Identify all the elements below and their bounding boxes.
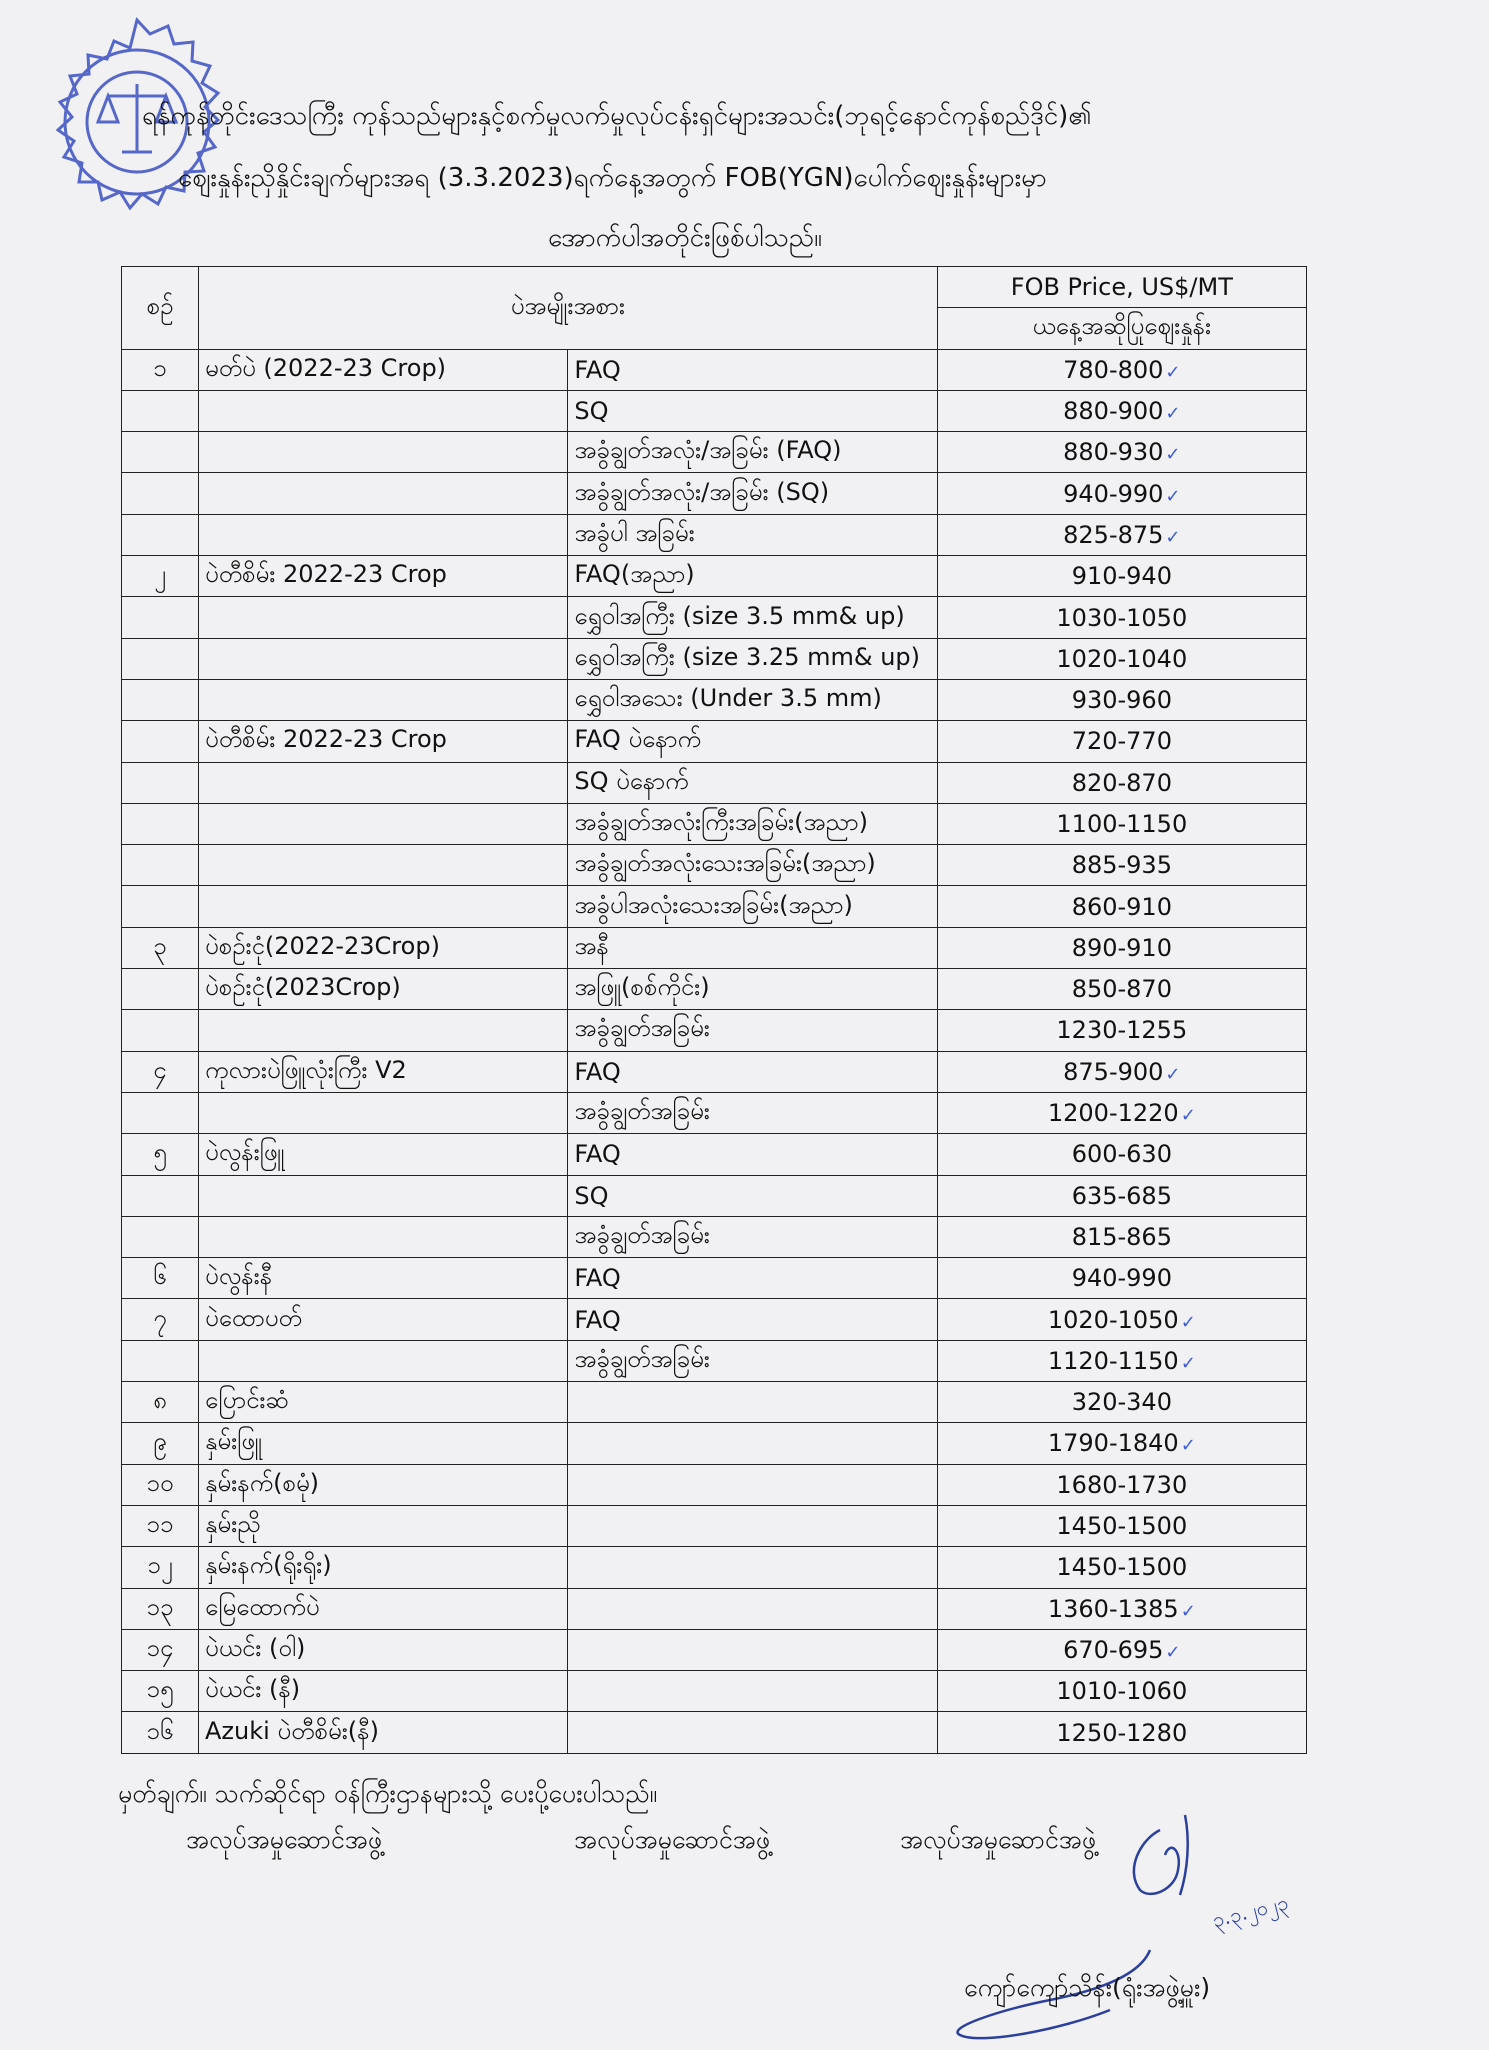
- bean-type: [199, 1505, 568, 1546]
- price-range-text: 880-900: [1063, 397, 1164, 426]
- table-row: [122, 1547, 1307, 1588]
- bean-type-text: နှမ်းညို: [205, 1510, 261, 1539]
- bean-type-text: ပဲစဉ်းငုံ(2022-23Crop): [205, 931, 440, 960]
- check-mark-icon: ✓: [1180, 1352, 1196, 1374]
- check-mark-icon: ✓: [1180, 1105, 1196, 1127]
- bean-type: [199, 803, 568, 844]
- fob-price-table: [121, 266, 1307, 1754]
- row-number-text: ၇: [153, 1303, 167, 1332]
- price-range: [937, 514, 1306, 555]
- bean-type: [199, 1382, 568, 1423]
- row-number: [122, 721, 199, 762]
- bean-type: [199, 432, 568, 473]
- header-fob-price: FOB Price, US$/MT: [937, 267, 1306, 308]
- price-range: [937, 1382, 1306, 1423]
- row-number: [122, 514, 199, 555]
- header-bean-type: ပဲအမျိုးအစား: [199, 267, 938, 350]
- bean-type-text: မြေထောက်ပဲ: [205, 1592, 320, 1621]
- price-range-text: 1680-1730: [1056, 1470, 1188, 1499]
- row-number: [122, 390, 199, 431]
- bean-type-text: နှမ်းဖြူ: [205, 1427, 262, 1456]
- bean-type-text: ပဲတီစိမ်း 2022-23 Crop: [205, 725, 447, 754]
- grade: [568, 1340, 937, 1381]
- price-range-text: 820-870: [1071, 768, 1172, 797]
- bean-type: [199, 721, 568, 762]
- table-row: [122, 390, 1307, 431]
- committee-label-2: အလုပ်အမှုဆောင်အဖွဲ့: [574, 1825, 771, 1854]
- grade-text: အခွံချွတ်အလုံးကြီးအခြမ်း(အညာ): [574, 808, 868, 836]
- grade: [568, 473, 937, 514]
- table-row: [122, 1092, 1307, 1133]
- check-mark-icon: ✓: [1165, 1063, 1181, 1085]
- check-mark-icon: ✓: [1165, 444, 1181, 466]
- table-row: [122, 886, 1307, 927]
- price-range: [937, 1547, 1306, 1588]
- grade-text: SQ: [574, 1181, 609, 1210]
- price-range: [937, 1671, 1306, 1712]
- grade: [568, 638, 937, 679]
- row-number: [122, 1712, 199, 1753]
- table-row: [122, 927, 1307, 968]
- table-row: [122, 1423, 1307, 1464]
- row-number: [122, 1216, 199, 1257]
- table-row: [122, 432, 1307, 473]
- row-number-text: ၂: [154, 560, 166, 589]
- bean-type: [199, 1258, 568, 1299]
- price-range-text: 720-770: [1071, 727, 1172, 756]
- check-mark-icon: ✓: [1165, 485, 1181, 507]
- price-range: [937, 1423, 1306, 1464]
- table-row: [122, 1051, 1307, 1092]
- price-range-text: 940-990: [1063, 479, 1164, 508]
- header-proposed-price: ယနေ့အဆိုပြုဈေးနှုန်း: [937, 308, 1306, 349]
- check-mark-icon: ✓: [1180, 1600, 1196, 1622]
- header-no: စဉ်: [122, 267, 199, 350]
- row-number: [122, 432, 199, 473]
- bean-type-text: ပဲယင်း (နီ): [205, 1675, 301, 1704]
- table-row: [122, 679, 1307, 720]
- grade: [568, 721, 937, 762]
- check-mark-icon: ✓: [1180, 1435, 1196, 1457]
- bean-type-text: ပဲထောပတ်: [205, 1303, 302, 1332]
- signature-date: ၃.၃.၂၀၂၃: [1209, 1890, 1291, 1933]
- price-range: [937, 927, 1306, 968]
- grade: [568, 679, 937, 720]
- grade-text: SQ: [574, 397, 609, 426]
- grade-text: အခွံချွတ်အခြမ်း: [574, 1344, 710, 1373]
- row-number-text: ၁၃: [146, 1592, 174, 1621]
- price-range-text: 1230-1255: [1056, 1016, 1188, 1045]
- price-range-text: 885-935: [1071, 851, 1172, 880]
- row-number: [122, 1092, 199, 1133]
- price-range: [937, 1712, 1306, 1753]
- check-mark-icon: ✓: [1165, 361, 1181, 383]
- bean-type-text: ပဲစဉ်းငုံ(2023Crop): [205, 973, 401, 1002]
- price-rows: [122, 349, 1307, 1753]
- grade-text: အခွံချွတ်အလုံးသေးအခြမ်း(အညာ): [574, 849, 876, 878]
- bean-type: [199, 1299, 568, 1340]
- table-row: [122, 1216, 1307, 1257]
- grade: [568, 845, 937, 886]
- bean-type: [199, 1092, 568, 1133]
- grade-text: FAQ: [574, 1140, 621, 1169]
- row-number: [122, 1671, 199, 1712]
- price-range-text: 1030-1050: [1056, 603, 1188, 632]
- row-number: [122, 349, 199, 390]
- grade: [568, 556, 937, 597]
- price-range-text: 1200-1220: [1047, 1099, 1179, 1128]
- price-range-text: 600-630: [1071, 1140, 1172, 1169]
- price-range: [937, 1629, 1306, 1670]
- table-row: [122, 845, 1307, 886]
- committee-label-1: အလုပ်အမှုဆောင်အဖွဲ့: [186, 1825, 383, 1854]
- grade-text: ရွှေဝါအကြီး (size 3.25 mm& up): [574, 642, 921, 671]
- grade-text: FAQ: [574, 1264, 621, 1293]
- bean-type: [199, 927, 568, 968]
- table-row: [122, 1464, 1307, 1505]
- price-range-text: 1790-1840: [1047, 1429, 1179, 1458]
- bean-type-text: ပဲလွန်းဖြူ: [205, 1138, 285, 1167]
- grade-text: အခွံပါအလုံးသေးအခြမ်း(အညာ): [574, 890, 853, 919]
- check-mark-icon: ✓: [1165, 403, 1181, 425]
- row-number: [122, 679, 199, 720]
- table-row: [122, 803, 1307, 844]
- grade: [568, 1134, 937, 1175]
- price-range: [937, 638, 1306, 679]
- grade: [568, 1051, 937, 1092]
- price-range: [937, 597, 1306, 638]
- check-mark-icon: ✓: [1165, 1641, 1181, 1663]
- grade: [568, 1216, 937, 1257]
- grade: [568, 514, 937, 555]
- table-row: [122, 1258, 1307, 1299]
- table-row: [122, 349, 1307, 390]
- row-number-text: ၁၁: [146, 1510, 174, 1539]
- price-range: [937, 349, 1306, 390]
- price-range: [937, 1464, 1306, 1505]
- row-number: [122, 1629, 199, 1670]
- price-range-text: 1020-1050: [1047, 1305, 1179, 1334]
- table-row: [122, 1629, 1307, 1670]
- bean-type: [199, 845, 568, 886]
- bean-type-text: ကုလားပဲဖြူလုံးကြီး V2: [205, 1055, 407, 1084]
- grade-text: အခွံချွတ်အလုံး/အခြမ်း (SQ): [574, 477, 830, 506]
- bean-type-text: ပြောင်းဆံ: [205, 1386, 289, 1415]
- grade-text: အခွံပါ အခြမ်း: [574, 518, 695, 547]
- price-range: [937, 1051, 1306, 1092]
- price-range: [937, 1216, 1306, 1257]
- price-range: [937, 1505, 1306, 1546]
- grade: [568, 1258, 937, 1299]
- row-number-text: ၁၀: [146, 1468, 174, 1497]
- grade: [568, 1382, 937, 1423]
- bean-type-text: Azuki ပဲတီစိမ်း(နီ): [205, 1716, 379, 1745]
- price-range: [937, 1588, 1306, 1629]
- row-number-text: ၁၆: [146, 1716, 174, 1745]
- row-number: [122, 1382, 199, 1423]
- grade-text: FAQ: [574, 1057, 621, 1086]
- bean-type: [199, 1134, 568, 1175]
- grade: [568, 432, 937, 473]
- price-range: [937, 1092, 1306, 1133]
- grade: [568, 1629, 937, 1670]
- grade: [568, 762, 937, 803]
- header-line-1: ရန်ကုန်တိုင်းဒေသကြီး ကုန်သည်များနှင့်စက်မှုလက်မှုလုပ်ငန်းရှင်များအသင်း(ဘုရင့်နောင်ကုန်စည်ဒိုင်)၏: [142, 101, 1092, 131]
- price-range: [937, 432, 1306, 473]
- price-range-text: 1010-1060: [1056, 1677, 1188, 1706]
- row-number: [122, 762, 199, 803]
- bean-type: [199, 1712, 568, 1753]
- grade-text: ရွှေဝါအကြီး (size 3.5 mm& up): [574, 601, 905, 630]
- table-row: [122, 721, 1307, 762]
- price-range-text: 815-865: [1071, 1222, 1172, 1251]
- bean-type: [199, 1423, 568, 1464]
- table-row: [122, 556, 1307, 597]
- price-range: [937, 845, 1306, 886]
- price-range: [937, 1340, 1306, 1381]
- grade: [568, 1299, 937, 1340]
- price-range-text: 940-990: [1071, 1264, 1172, 1293]
- row-number-text: ၉: [153, 1427, 167, 1456]
- bean-type: [199, 969, 568, 1010]
- bean-type-text: မတ်ပဲ (2022-23 Crop): [205, 353, 447, 382]
- price-range-text: 930-960: [1071, 686, 1172, 715]
- price-range: [937, 473, 1306, 514]
- grade-text: FAQ(အညာ): [574, 560, 695, 589]
- price-range-text: 825-875: [1063, 520, 1164, 549]
- table-row: [122, 1299, 1307, 1340]
- table-row: [122, 473, 1307, 514]
- bean-type: [199, 1340, 568, 1381]
- bean-type: [199, 514, 568, 555]
- grade: [568, 390, 937, 431]
- grade: [568, 886, 937, 927]
- price-range-text: 1360-1385: [1047, 1594, 1179, 1623]
- grade-text: SQ ပဲနောက်: [574, 766, 689, 795]
- grade: [568, 1464, 937, 1505]
- row-number: [122, 1547, 199, 1588]
- price-range-text: 860-910: [1071, 892, 1172, 921]
- grade: [568, 1671, 937, 1712]
- grade-text: အခွံချွတ်အခြမ်း: [574, 1220, 710, 1249]
- check-mark-icon: ✓: [1180, 1311, 1196, 1333]
- grade: [568, 1175, 937, 1216]
- bean-type: [199, 390, 568, 431]
- row-number: [122, 1175, 199, 1216]
- price-range-text: 850-870: [1071, 975, 1172, 1004]
- bean-type-text: နှမ်းနက်(စမုံ): [205, 1468, 320, 1497]
- row-number-text: ၁: [153, 353, 167, 382]
- price-range-text: 1120-1150: [1047, 1346, 1179, 1375]
- price-range-text: 880-930: [1063, 438, 1164, 467]
- table-row: [122, 1340, 1307, 1381]
- price-range: [937, 679, 1306, 720]
- bean-type: [199, 762, 568, 803]
- bean-type: [199, 1464, 568, 1505]
- bean-type: [199, 1588, 568, 1629]
- committee-label-3: အလုပ်အမှုဆောင်အဖွဲ့: [900, 1825, 1097, 1854]
- table-row: [122, 1505, 1307, 1546]
- table-row: [122, 1588, 1307, 1629]
- price-range: [937, 390, 1306, 431]
- row-number: [122, 927, 199, 968]
- table-row: [122, 1382, 1307, 1423]
- row-number: [122, 1299, 199, 1340]
- bean-type: [199, 886, 568, 927]
- bean-type-text: ပဲယင်း (ဝါ): [205, 1633, 306, 1662]
- footer-note: မှတ်ချက်။ သက်ဆိုင်ရာ ဝန်ကြီးဌာနများသို့ ပေးပို့ပေးပါသည်။: [118, 1779, 658, 1808]
- price-range-text: 320-340: [1071, 1388, 1172, 1417]
- table-row: [122, 1175, 1307, 1216]
- price-range-text: 635-685: [1071, 1181, 1172, 1210]
- table-row: [122, 597, 1307, 638]
- bean-type: [199, 556, 568, 597]
- table-row: [122, 762, 1307, 803]
- row-number: [122, 1051, 199, 1092]
- row-number-text: ၈: [153, 1386, 167, 1415]
- bean-type: [199, 1671, 568, 1712]
- table-row: [122, 514, 1307, 555]
- row-number: [122, 803, 199, 844]
- price-range: [937, 886, 1306, 927]
- price-range: [937, 1010, 1306, 1051]
- grade-text: FAQ: [574, 1305, 621, 1334]
- row-number: [122, 969, 199, 1010]
- bean-type: [199, 349, 568, 390]
- bean-type: [199, 597, 568, 638]
- price-range-text: 1250-1280: [1056, 1718, 1188, 1747]
- price-range: [937, 1175, 1306, 1216]
- header-line-3: အောက်ပါအတိုင်းဖြစ်ပါသည်။: [548, 223, 822, 253]
- price-range: [937, 969, 1306, 1010]
- price-range: [937, 556, 1306, 597]
- price-range: [937, 721, 1306, 762]
- bean-type: [199, 1216, 568, 1257]
- row-number: [122, 556, 199, 597]
- bean-type-text: ပဲလွန်းနီ: [205, 1262, 273, 1291]
- row-number: [122, 1423, 199, 1464]
- row-number-text: ၁၄: [146, 1633, 174, 1662]
- bean-type-text: နှမ်းနက်(ရိုးရိုး): [205, 1551, 332, 1580]
- price-range: [937, 1134, 1306, 1175]
- bean-type: [199, 1547, 568, 1588]
- table-row: [122, 1010, 1307, 1051]
- grade-text: အခွံချွတ်အခြမ်း: [574, 1014, 710, 1043]
- grade: [568, 927, 937, 968]
- table-row: [122, 969, 1307, 1010]
- grade: [568, 803, 937, 844]
- price-range-text: 910-940: [1071, 562, 1172, 591]
- bean-type: [199, 473, 568, 514]
- table-row: [122, 1712, 1307, 1753]
- bean-type: [199, 679, 568, 720]
- price-range-text: 1450-1500: [1056, 1512, 1188, 1541]
- grade: [568, 1547, 937, 1588]
- row-number: [122, 638, 199, 679]
- row-number-text: ၁၂: [147, 1551, 173, 1580]
- row-number: [122, 1340, 199, 1381]
- price-range: [937, 1258, 1306, 1299]
- check-mark-icon: ✓: [1165, 526, 1181, 548]
- grade-text: အခွံချွတ်အလုံး/အခြမ်း (FAQ): [574, 436, 842, 465]
- row-number: [122, 886, 199, 927]
- grade: [568, 1712, 937, 1753]
- bean-type: [199, 1051, 568, 1092]
- bean-type-text: ပဲတီစိမ်း 2022-23 Crop: [205, 560, 447, 589]
- row-number: [122, 1588, 199, 1629]
- row-number: [122, 1464, 199, 1505]
- row-number: [122, 845, 199, 886]
- grade-text: အနီ: [574, 931, 609, 960]
- bean-type: [199, 1010, 568, 1051]
- row-number-text: ၃: [153, 931, 167, 960]
- price-range-text: 875-900: [1063, 1057, 1164, 1086]
- grade-text: FAQ ပဲနောက်: [574, 725, 701, 754]
- row-number: [122, 1010, 199, 1051]
- table-row: [122, 638, 1307, 679]
- grade: [568, 1588, 937, 1629]
- price-range: [937, 762, 1306, 803]
- grade: [568, 1423, 937, 1464]
- grade-text: ရွှေဝါအသေး (Under 3.5 mm): [574, 684, 882, 713]
- table-row: [122, 1671, 1307, 1712]
- price-range-text: 670-695: [1063, 1635, 1164, 1664]
- price-range-text: 890-910: [1071, 933, 1172, 962]
- grade: [568, 349, 937, 390]
- row-number-text: ၆: [153, 1262, 167, 1291]
- grade: [568, 1092, 937, 1133]
- grade-text: FAQ: [574, 355, 621, 384]
- row-number-text: ၁၅: [146, 1675, 174, 1704]
- bean-type: [199, 1175, 568, 1216]
- price-range-text: 1100-1150: [1056, 810, 1188, 838]
- row-number: [122, 1134, 199, 1175]
- signer-name: ကျော်ကျော်သိန်း(ရုံးအဖွဲ့မှူး): [964, 1973, 1211, 2002]
- row-number: [122, 597, 199, 638]
- row-number-text: ၄: [153, 1055, 167, 1084]
- price-range-text: 1020-1040: [1056, 644, 1188, 673]
- bean-type: [199, 638, 568, 679]
- grade: [568, 597, 937, 638]
- price-range: [937, 803, 1306, 844]
- grade: [568, 1505, 937, 1546]
- price-range-text: 1450-1500: [1056, 1553, 1188, 1582]
- grade: [568, 1010, 937, 1051]
- row-number: [122, 473, 199, 514]
- price-range-text: 780-800: [1063, 355, 1164, 384]
- row-number-text: ၅: [153, 1138, 167, 1167]
- bean-type: [199, 1629, 568, 1670]
- price-range: [937, 1299, 1306, 1340]
- row-number: [122, 1505, 199, 1546]
- table-row: [122, 1134, 1307, 1175]
- header-line-2: ဈေးနှုန်းညှိနှိုင်းချက်များအရ (3.3.2023)ရက်နေ့အတွက် FOB(YGN)ပေါက်ဈေးနှုန်းများမှာ: [178, 163, 1047, 193]
- row-number: [122, 1258, 199, 1299]
- grade: [568, 969, 937, 1010]
- grade-text: အဖြူ(စစ်ကိုင်း): [574, 973, 710, 1002]
- grade-text: အခွံချွတ်အခြမ်း: [574, 1097, 710, 1126]
